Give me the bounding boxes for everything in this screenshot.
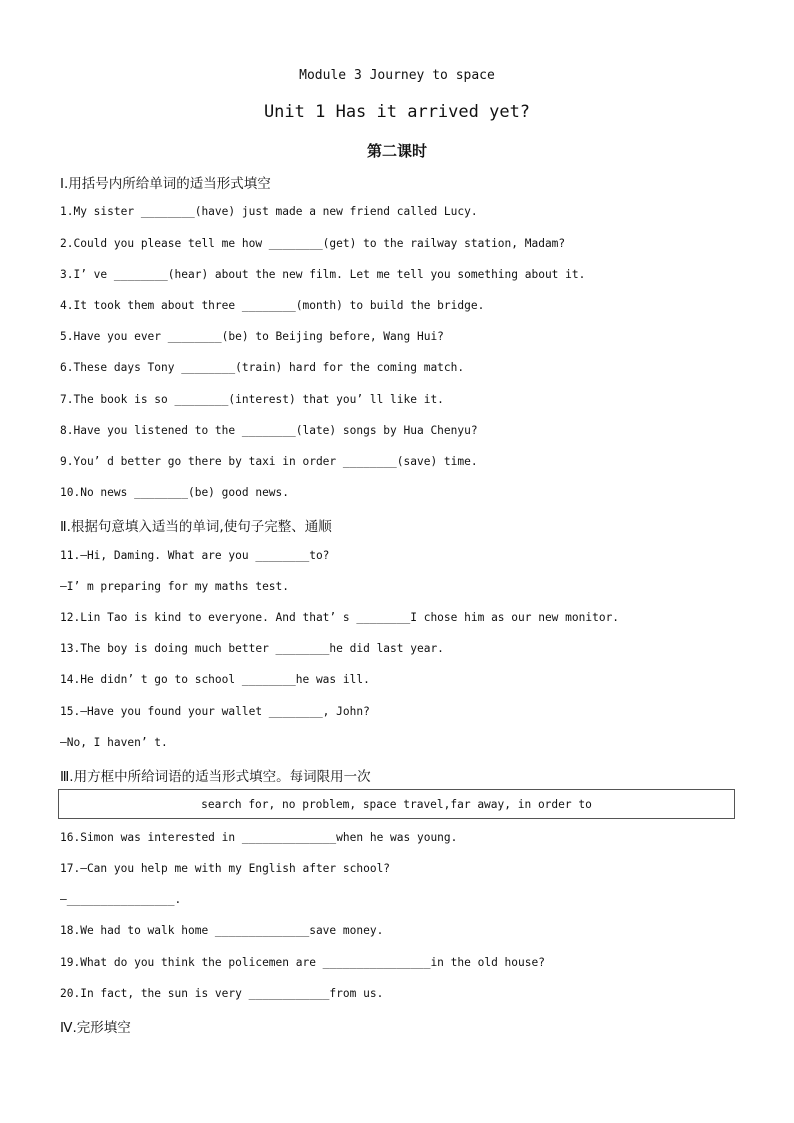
question-2: 2.Could you please tell me how ________(get) to the railway station, Madam? xyxy=(60,237,566,250)
section-1-heading: Ⅰ.用括号内所给单词的适当形式填空 xyxy=(60,176,271,192)
question-20: 20.In fact, the sun is very ____________from us. xyxy=(60,987,384,1000)
question-17: 17.—Can you help me with my English after school? xyxy=(60,862,391,875)
question-16: 16.Simon was interested in ______________when he was young. xyxy=(60,831,458,844)
module-title: Module 3 Journey to space xyxy=(299,68,495,83)
question-15: 15.—Have you found your wallet ________, John? xyxy=(60,705,370,718)
question-14: 14.He didn’ t go to school ________he was ill. xyxy=(60,673,370,686)
question-6: 6.These days Tony ________(train) hard for the coming match. xyxy=(60,361,465,374)
question-17-answer-line: —________________. xyxy=(60,893,182,906)
question-4: 4.It took them about three ________(month) to build the bridge. xyxy=(60,299,485,312)
question-10: 10.No news ________(be) good news. xyxy=(60,486,290,499)
question-8: 8.Have you listened to the ________(late) songs by Hua Chenyu? xyxy=(60,424,478,437)
question-11: 11.—Hi, Daming. What are you ________to? xyxy=(60,549,330,562)
question-13: 13.The boy is doing much better ________he did last year. xyxy=(60,642,444,655)
question-18: 18.We had to walk home ______________save money. xyxy=(60,924,384,937)
question-12: 12.Lin Tao is kind to everyone. And that’ s ________I chose him as our new monitor. xyxy=(60,611,620,624)
question-7: 7.The book is so ________(interest) that you’ ll like it. xyxy=(60,393,444,406)
question-5: 5.Have you ever ________(be) to Beijing before, Wang Hui? xyxy=(60,330,444,343)
word-bank-box: search for, no problem, space travel,far away, in order to xyxy=(58,789,735,819)
question-19: 19.What do you think the policemen are ________________in the old house? xyxy=(60,956,545,969)
lesson-title: 第二课时 xyxy=(366,142,427,160)
section-3-heading: Ⅲ.用方框中所给词语的适当形式填空。每词限用一次 xyxy=(60,769,371,785)
question-15-answer-line: —No, I haven’ t. xyxy=(60,736,168,749)
question-9: 9.You’ d better go there by taxi in order ________(save) time. xyxy=(60,455,478,468)
question-1: 1.My sister ________(have) just made a new friend called Lucy. xyxy=(60,205,478,218)
section-2-heading: Ⅱ.根据句意填入适当的单词,使句子完整、通顺 xyxy=(60,519,332,535)
section-4-heading: Ⅳ.完形填空 xyxy=(60,1020,131,1036)
question-11-answer-line: —I’ m preparing for my maths test. xyxy=(60,580,290,593)
question-3: 3.I’ ve ________(hear) about the new film. Let me tell you something about it. xyxy=(60,268,586,281)
unit-title: Unit 1 Has it arrived yet? xyxy=(263,102,531,122)
